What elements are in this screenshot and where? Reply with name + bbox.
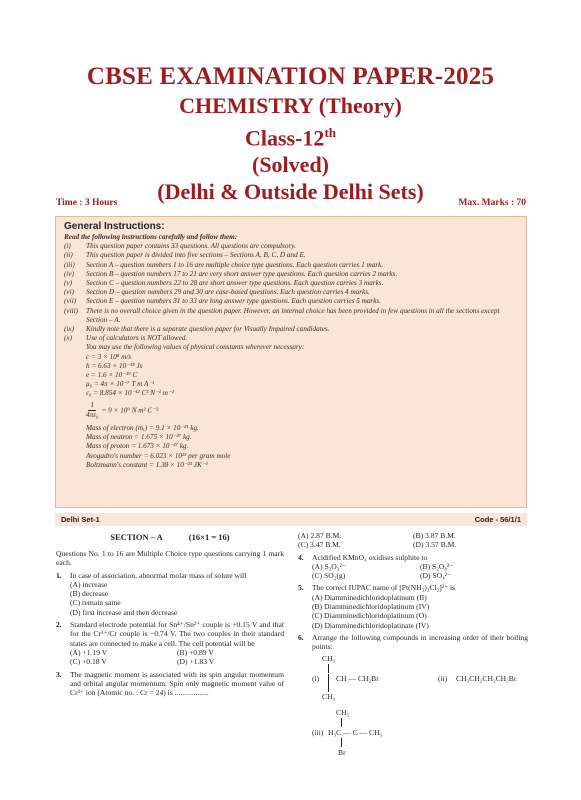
instruction-text: Section A – question numbers 1 to 16 are multiple choice type questions. Each question carries 1 mark. xyxy=(86,260,384,269)
structures-diagram xyxy=(298,652,528,762)
set-label: Delhi Set-1 xyxy=(61,515,100,524)
struct-i-label: (i) xyxy=(312,673,320,683)
instructions-heading: General Instructions: xyxy=(64,221,165,232)
title-block xyxy=(0,62,581,205)
instruction-item xyxy=(64,297,518,306)
mass-line: Mass of electron (mₑ) = 9.1 × 10⁻³¹ kg. xyxy=(86,424,199,433)
question-1 xyxy=(56,571,284,580)
instruction-item xyxy=(64,334,518,343)
time-label: Time : 3 Hours xyxy=(56,198,118,208)
question-text: Standard electrode potential for Sn⁴⁺/Sn²⁺ couple is +0.15 V and that for the Cr³⁺/Cr couple is −0.74 V. The two couples in their standard states are connected to make a cell. The cell potential will be xyxy=(70,620,284,648)
struct-ii-label: (ii) xyxy=(438,673,448,683)
option: (B) +0.89 V xyxy=(177,647,214,657)
mass-line: Boltzmann's constant = 1.38 × 10⁻²³ JK⁻¹ xyxy=(86,460,208,469)
subject-title: CHEMISTRY (Theory) xyxy=(179,93,402,118)
instruction-number: (viii) xyxy=(64,306,78,315)
mass-line: Mass of proton = 1.673 × 10⁻²⁷ kg. xyxy=(86,442,189,451)
solved-title: (Solved) xyxy=(252,152,329,178)
question-6 xyxy=(298,633,528,652)
instruction-text: Kindly note that there is a separate question paper for Visually Impaired candidates. xyxy=(86,325,330,334)
option: (B) decrease xyxy=(70,589,109,599)
question-2 xyxy=(56,620,284,648)
option-row xyxy=(56,657,284,666)
section-heading xyxy=(56,531,284,543)
option: (D) SO₄²⁻ xyxy=(420,571,452,581)
option: (C) remain same xyxy=(70,598,121,608)
option: (B) Diamminedichloridoplatinum (IV) xyxy=(312,602,430,612)
instruction-item xyxy=(64,288,518,297)
option: (A) S₂O₃²⁻ xyxy=(312,561,346,571)
option: (A) 2.87 B.M. xyxy=(298,531,342,540)
instruction-number: (vi) xyxy=(64,288,74,297)
option: (A) increase xyxy=(70,579,108,589)
question-5 xyxy=(298,583,528,592)
instruction-text: Use of calculators is NOT allowed. xyxy=(86,334,188,343)
constants-lead: You may use the following values of physical constants wherever necessary: xyxy=(86,343,305,352)
option: (D) 3.57 B.M. xyxy=(413,540,457,550)
instruction-item xyxy=(64,279,518,288)
option-row xyxy=(298,540,528,549)
constant-line: μ₀ = 4π × 10⁻⁷ T m A⁻¹ xyxy=(86,380,155,389)
question-text: Arrange the following compounds in increasing order of their boiling points: xyxy=(312,632,528,652)
fraction-rhs: = 9 × 10⁹ N m² C⁻² xyxy=(101,406,159,415)
option-row xyxy=(298,571,528,580)
max-marks-label: Max. Marks : 70 xyxy=(458,198,526,208)
option: (D) first increase and then decrease xyxy=(70,607,178,617)
instruction-item xyxy=(64,325,518,334)
instruction-text: Section B – question numbers 17 to 21 are very short answer type questions. Each question carries 2 marks. xyxy=(86,269,398,278)
option: (C) SO₂(g) xyxy=(312,571,346,581)
question-3 xyxy=(56,670,284,698)
instruction-item xyxy=(64,242,518,251)
code-label: Code - 56/1/1 xyxy=(474,515,521,524)
question-4 xyxy=(298,553,528,562)
bond-line xyxy=(341,718,342,727)
option-row xyxy=(56,648,284,657)
question-number: 6. xyxy=(298,632,304,642)
class-superscript: th xyxy=(324,125,336,140)
question-number: 5. xyxy=(298,583,304,593)
bond-line xyxy=(328,664,329,673)
instruction-text: Section C – question numbers 22 to 28 are short answer type questions. Each question carries 3 marks. xyxy=(86,279,384,288)
mass-line: Mass of neutron = 1.675 × 10⁻²⁷ kg. xyxy=(86,433,192,442)
struct-iii-bot: Br xyxy=(338,747,346,757)
general-instructions-box xyxy=(55,216,527,508)
option: (C) Diamminedichloridoplatinum (O) xyxy=(312,611,427,621)
question-text: The correct IUPAC name of [Pt(NH₃)₂Cl₂]²⁺ is xyxy=(312,583,456,593)
section-title: SECTION – A xyxy=(110,532,163,542)
option-row xyxy=(298,531,528,540)
instruction-text: Section D – question numbers 29 and 30 are case-based questions. Each question carries 4 marks. xyxy=(86,288,370,297)
instruction-number: (i) xyxy=(64,242,71,251)
option: (D) +1.83 V xyxy=(177,657,215,667)
option: (B) 3.87 B.M. xyxy=(413,531,456,540)
instruction-text: This question paper is divided into five sections – Sections A, B, C, D and E. xyxy=(86,251,306,260)
instruction-text: This question paper contains 33 questions. All questions are compulsory. xyxy=(86,242,296,251)
instruction-text: Section E – question numbers 31 to 33 are long answer type questions. Each question carries 5 marks. xyxy=(86,297,381,306)
class-text: Class-12 xyxy=(244,125,325,151)
struct-ii-formula: CH₃CH₂CH₂CH₂Br xyxy=(456,673,517,683)
option: (D) Diamminedichloridoplatinate (IV) xyxy=(312,620,429,630)
constant-line: c = 3 × 10⁸ m/s xyxy=(86,352,132,361)
left-column xyxy=(56,531,284,697)
mass-line: Avogadro's number = 6.023 × 10²³ per gram mole xyxy=(86,451,231,460)
sets-title: (Delhi & Outside Delhi Sets) xyxy=(157,179,424,205)
question-text: The magnetic moment is associated with its spin angular momentum and orbital angular momentum. Spin only magnetic moment value of Cr³⁺ ion (Atomic no. : Cr = 24) is .................. xyxy=(70,669,284,698)
struct-iii-mid: H₃C — C — CH₃ xyxy=(328,727,383,737)
instruction-number: (vii) xyxy=(64,297,76,306)
instruction-number: (v) xyxy=(64,279,72,288)
fraction xyxy=(86,401,99,420)
option: (C) +0.18 V xyxy=(70,657,107,667)
constant-line: h = 6.63 × 10⁻³⁴ Js xyxy=(86,361,143,370)
option-row xyxy=(298,562,528,571)
instruction-item xyxy=(64,261,518,270)
instruction-item xyxy=(64,251,518,260)
coulomb-constant xyxy=(64,401,518,420)
option: (B) S₂O₈²⁻ xyxy=(420,561,454,571)
instruction-item xyxy=(64,307,518,325)
struct-i-bot: CH₃ xyxy=(322,691,336,701)
set-bar xyxy=(55,513,527,526)
section-intro: Questions No. 1 to 16 are Multiple Choice type questions carrying 1 mark each. xyxy=(56,549,284,568)
option: (A) Diamminedichloridoplatinum (II) xyxy=(312,592,427,602)
instruction-number: (ii) xyxy=(64,251,73,260)
struct-i-top: CH₃ xyxy=(322,653,336,663)
question-text: In case of association, abnormal molar mass of solute will xyxy=(70,570,247,580)
instruction-number: (ix) xyxy=(64,325,74,334)
instruction-text: There is no overall choice given in the question paper. However, an internal choice has been provided in few questions in all the sections except Section – A. xyxy=(86,306,500,324)
question-text: Acidified KMnO₄ oxidises sulphite to xyxy=(312,552,428,562)
instruction-number: (iii) xyxy=(64,260,75,269)
question-number: 4. xyxy=(298,552,304,562)
instructions-lead: Read the following instructions carefully and follow them: xyxy=(64,233,238,241)
instruction-number: (iv) xyxy=(64,269,74,278)
option: (C) 3.47 B.M. xyxy=(298,540,341,550)
question-number: 1. xyxy=(56,570,62,580)
bond-line xyxy=(328,674,329,692)
struct-iii-top: CH₃ xyxy=(336,707,350,717)
option: (A) +1.19 V xyxy=(70,647,108,657)
page-title: CBSE EXAMINATION PAPER-2025 xyxy=(86,63,495,90)
struct-iii-label: (iii) xyxy=(312,727,324,737)
right-column xyxy=(298,531,528,762)
question-number: 3. xyxy=(56,669,62,679)
struct-i-mid: CH — CH₂Br xyxy=(336,673,379,683)
fraction-numerator: 1 xyxy=(88,401,96,411)
bond-line xyxy=(341,738,342,747)
instruction-number: (x) xyxy=(64,334,72,343)
class-title xyxy=(0,119,581,151)
constant-line: e = 1.6 × 10⁻¹⁹ C xyxy=(86,371,138,380)
fraction-denominator: 4πε₀ xyxy=(86,410,99,419)
constant-line: ε₀ = 8.854 × 10⁻¹² C² N⁻¹ m⁻² xyxy=(86,389,174,398)
instruction-item xyxy=(64,270,518,279)
section-marks: (16×1 = 16) xyxy=(188,532,230,542)
question-number: 2. xyxy=(56,620,62,630)
instructions-list xyxy=(64,242,518,343)
